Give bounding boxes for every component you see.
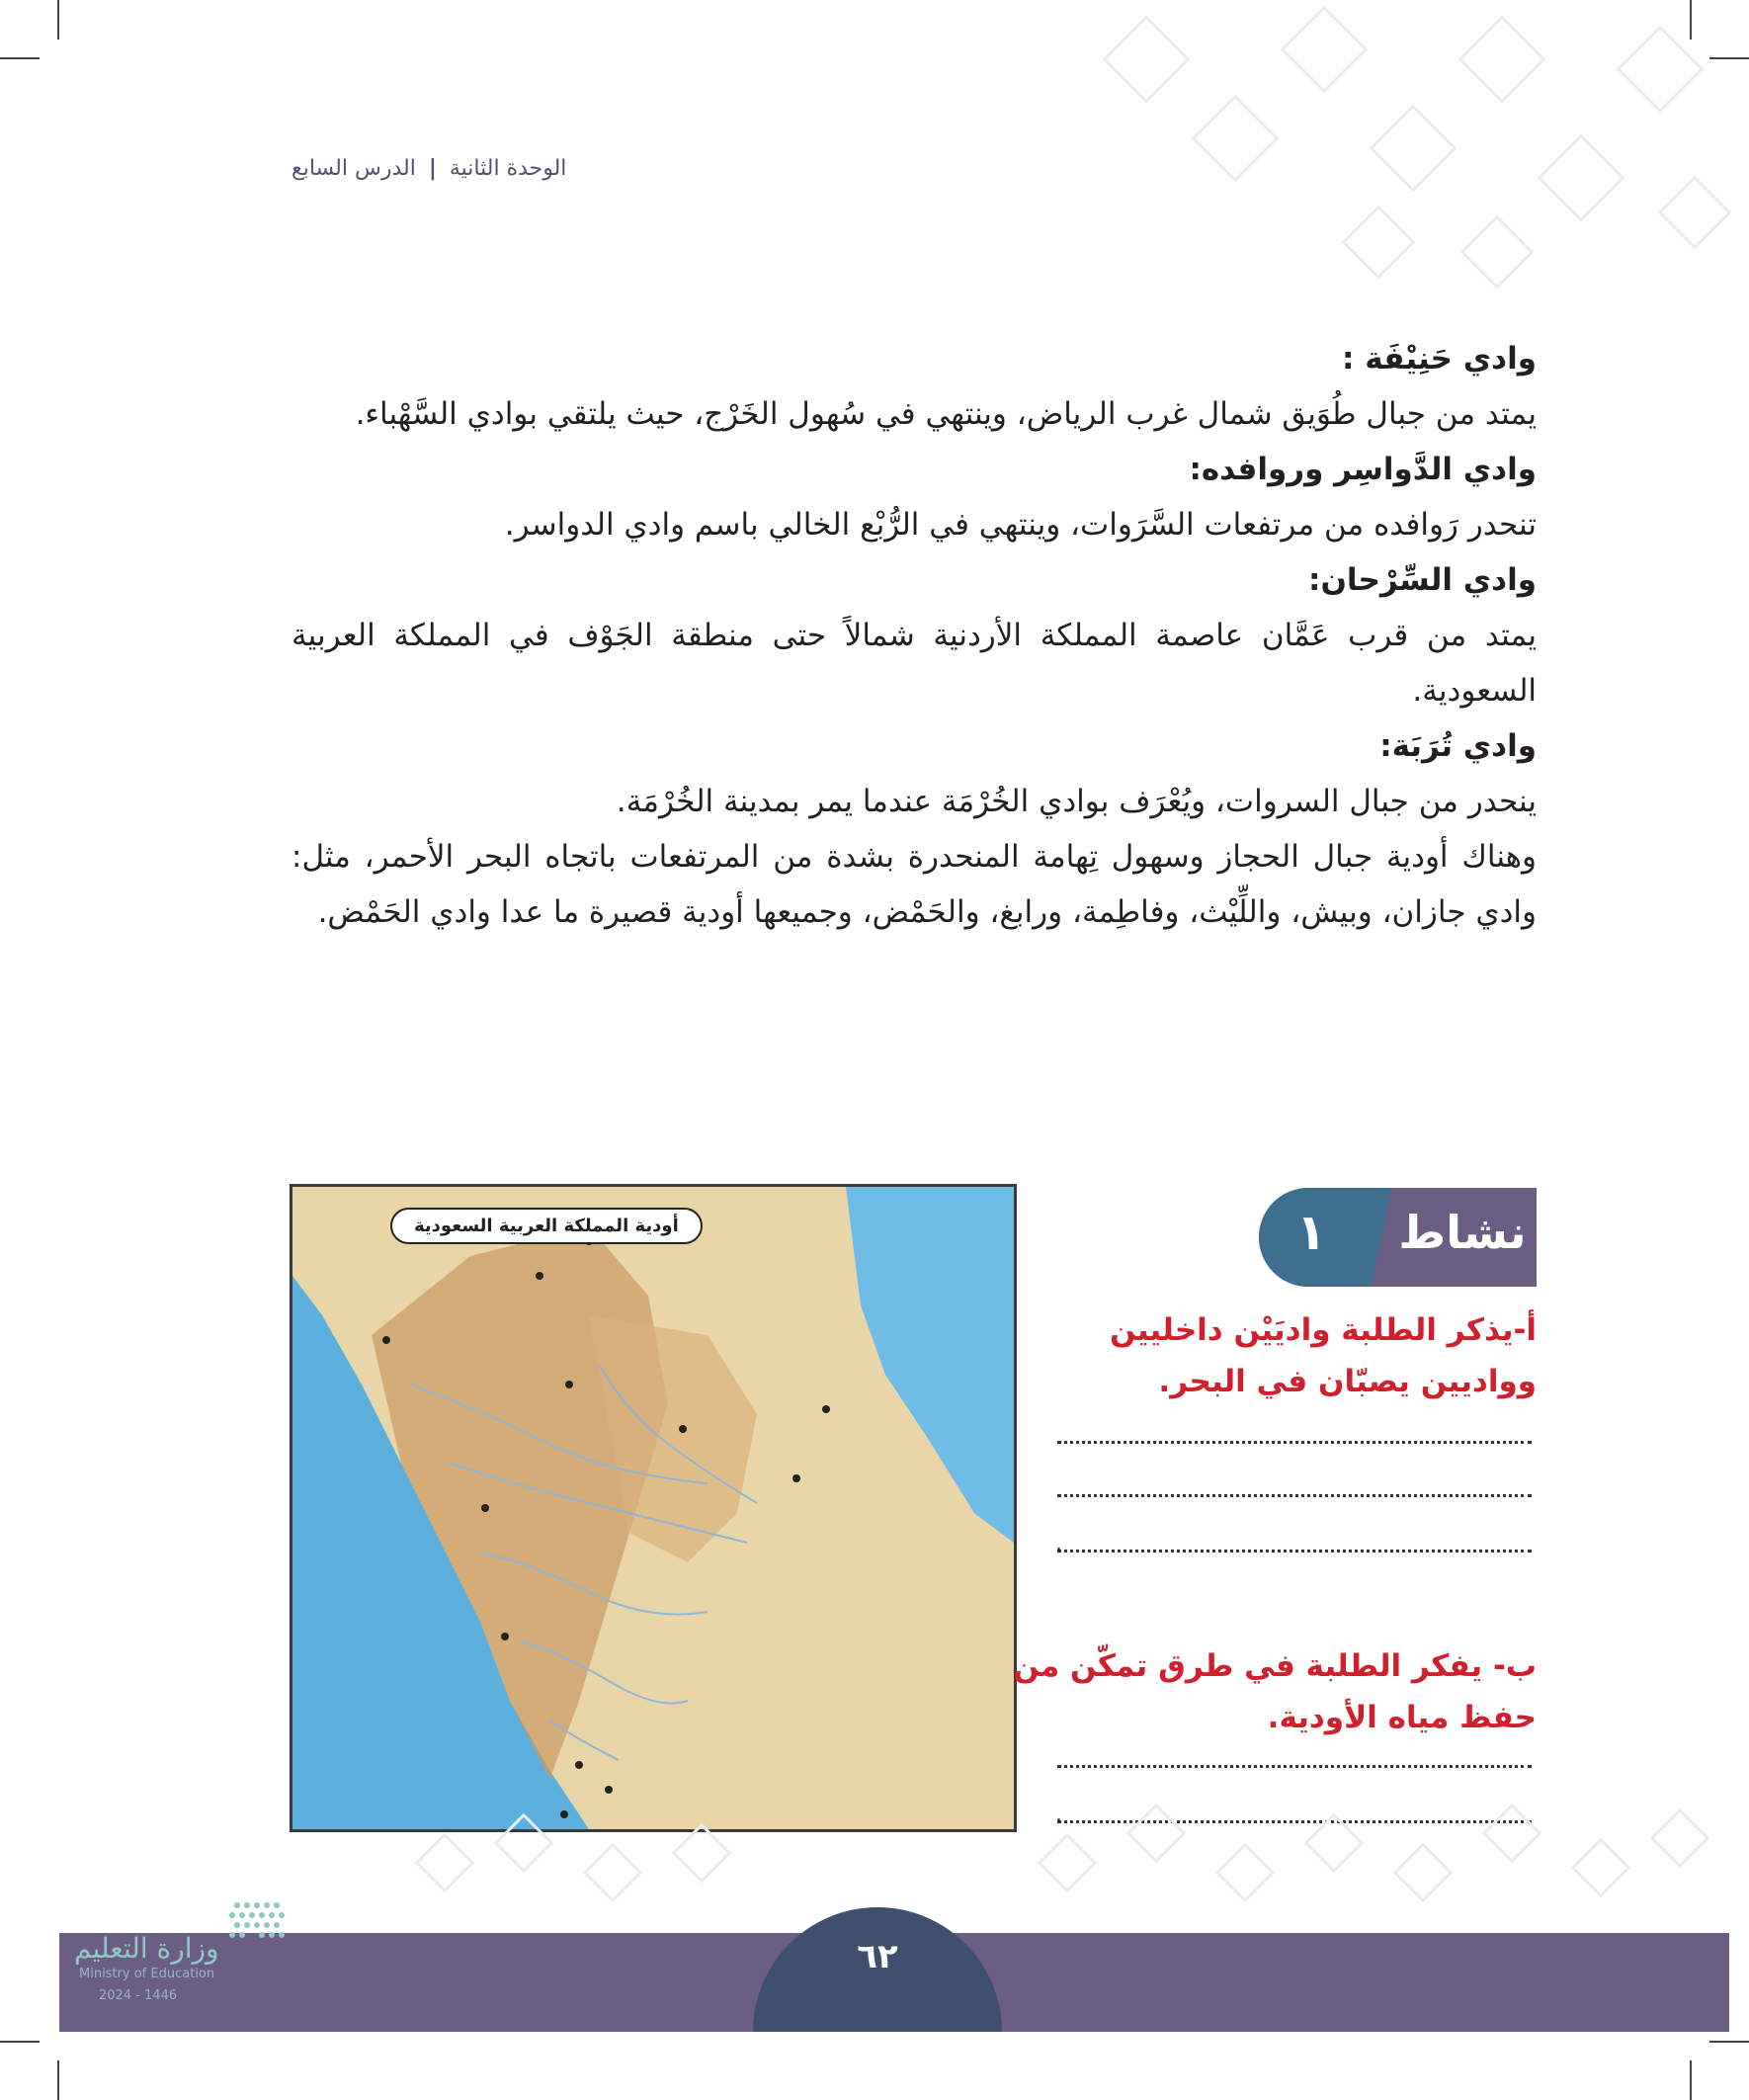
valley-heading-dawasir: وادي الدَّواسِر وروافده: bbox=[1189, 452, 1537, 487]
answer-line[interactable] bbox=[1057, 1550, 1532, 1553]
crop-mark bbox=[0, 2041, 40, 2043]
ministry-name-ar: وزارة التعليم bbox=[74, 1932, 219, 1965]
period-dot: . bbox=[1055, 1532, 1062, 1556]
lesson-body bbox=[292, 331, 1537, 940]
valley-text-turabah: ينحدر من جبال السروات، ويُعْرَف بوادي الخُرْمَة عندما يمر بمدينة الخُرْمَة. bbox=[616, 784, 1537, 819]
period-dot: . bbox=[1055, 1803, 1062, 1827]
valley-heading-hanifa: وادي حَنِيْفَة : bbox=[1342, 341, 1537, 377]
map-title: أودية المملكة العربية السعودية bbox=[390, 1208, 703, 1244]
header-separator: | bbox=[428, 156, 437, 181]
crop-mark bbox=[57, 0, 59, 40]
decorative-pattern bbox=[1057, 0, 1749, 296]
crop-mark bbox=[1709, 2041, 1749, 2043]
answer-line[interactable] bbox=[1057, 1494, 1532, 1497]
ministry-name-en: Ministry of Education bbox=[79, 1967, 215, 1981]
hijaz-valleys-text: وهناك أودية جبال الحجاز وسهول تِهامة المنحدرة بشدة من المرتفعات باتجاه البحر الأحمر، مثل: وادي جازان، وبيش، واللِّيْث، وفاطِمة، ورابغ، والحَمْض، وجميعها أودية قصيرة ما عدا وادي الحَمْض. bbox=[292, 839, 1537, 930]
activity-question-a: أ-يذكر الطلبة واديَيْن داخليين وواديين يصبّان في البحر. bbox=[1109, 1312, 1537, 1399]
crop-mark bbox=[57, 2060, 59, 2100]
crop-mark bbox=[1690, 2060, 1692, 2100]
valley-heading-sirhan: وادي السِّرْحان: bbox=[1308, 562, 1537, 598]
valley-text-sirhan: يمتد من قرب عَمَّان عاصمة المملكة الأردنية شمالاً حتى منطقة الجَوْف في المملكة العربية السعودية. bbox=[292, 618, 1537, 709]
unit-title: الوحدة الثانية bbox=[449, 156, 567, 181]
answer-line[interactable] bbox=[1057, 1441, 1532, 1444]
page-number: ٦٢ bbox=[857, 1937, 898, 1976]
valley-text-hanifa: يمتد من جبال طُوَيق شمال غرب الرياض، وينتهي في سُهول الخَرْج، حيث يلتقي بوادي السَّهْباء. bbox=[355, 396, 1537, 432]
lesson-title: الدرس السابع bbox=[292, 156, 416, 181]
activity-label: نشاط bbox=[1398, 1206, 1527, 1259]
valley-heading-turabah: وادي تُرَبَة: bbox=[1379, 728, 1537, 764]
activity-question-b: ب- يفكر الطلبة في طرق تمكّن من حفظ مياه الأودية. bbox=[1013, 1648, 1537, 1735]
activity-number: ١ bbox=[1295, 1204, 1327, 1261]
valley-text-dawasir: تنحدر رَوافده من مرتفعات السَّرَوات، وينتهي في الرُّبْع الخالي باسم وادي الدواسر. bbox=[504, 507, 1537, 543]
valleys-map bbox=[290, 1184, 1017, 1832]
crop-mark bbox=[0, 57, 40, 59]
page-header bbox=[292, 156, 566, 181]
edition-year: 2024 - 1446 bbox=[99, 1988, 178, 2003]
